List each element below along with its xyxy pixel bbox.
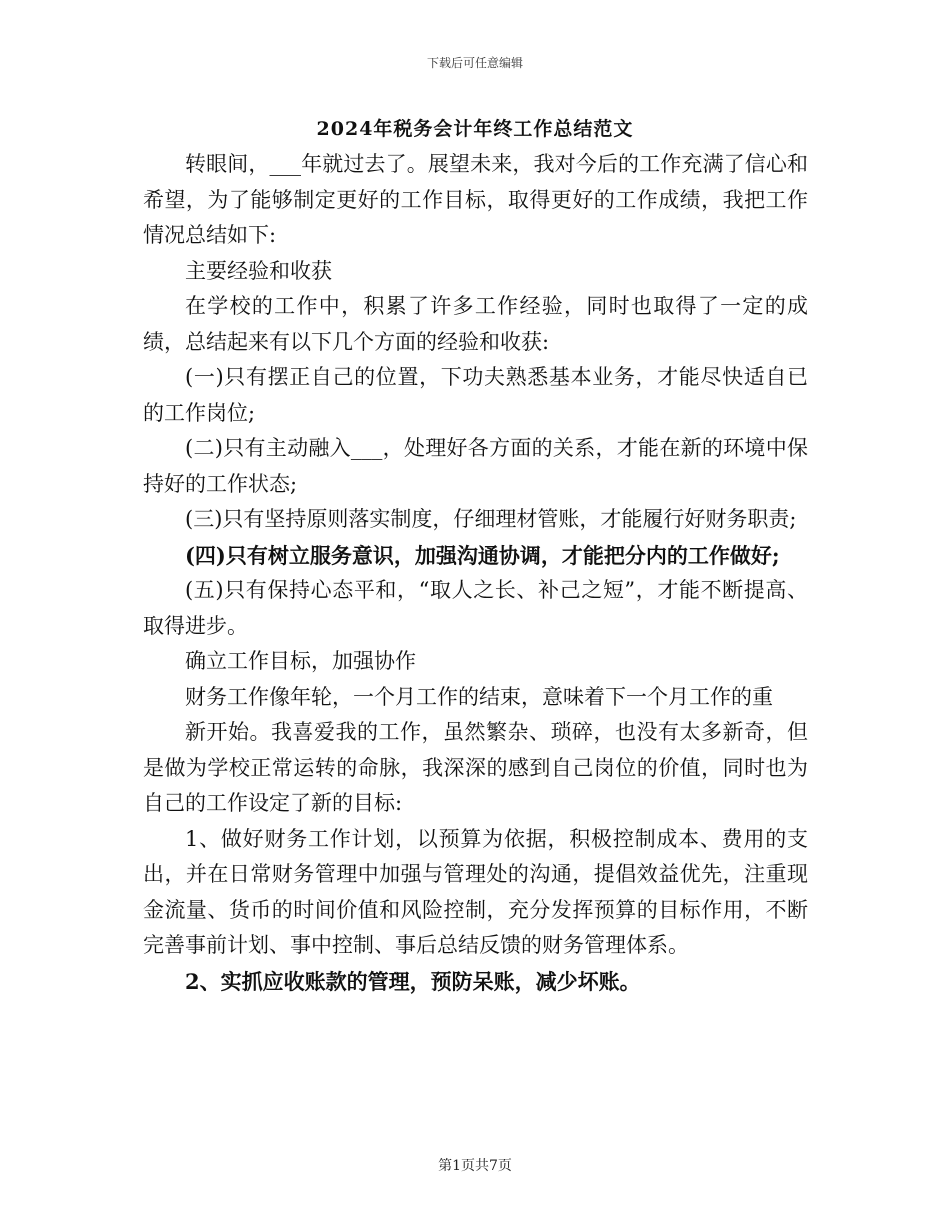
list-item-2: (二)只有主动融入___，处理好各方面的关系，才能在新的环境中保持好的工作状态; xyxy=(143,436,808,496)
paragraph-experience-summary: 在学校的工作中，积累了许多工作经验，同时也取得了一定的成绩，总结起来有以下几个方面的经验和收获: xyxy=(143,294,808,354)
list-item-5: (五)只有保持心态平和，“取人之长、补己之短”，才能不断提高、取得进步。 xyxy=(143,578,808,638)
section-heading-goals: 确立工作目标，加强协作 xyxy=(185,649,416,673)
document-title: 2024年税务会计年终工作总结范文 xyxy=(316,118,634,140)
header-note: 下载后可任意编辑 xyxy=(426,56,523,70)
paragraph-goals-line-1: 财务工作像年轮，一个月工作的结束，意味着下一个月工作的重 xyxy=(185,684,773,709)
page-number: 第1页共7页 xyxy=(438,1158,512,1174)
paragraph-intro: 转眼间，___年就过去了。展望未来，我对今后的工作充满了信心和希望，为了能够制定更好的工作目标，取得更好的工作成绩，我把工作情况总结如下: xyxy=(143,152,808,247)
goal-item-1: 1、做好财务工作计划，以预算为依据，积极控制成本、费用的支出，并在日常财务管理中加强与管理处的沟通，提倡效益优先，注重现金流量、货币的时间价值和风险控制，充分发挥预算的目标作用，不断完善事前计划、事中控制、事后总结反馈的财务管理体系。 xyxy=(143,826,808,957)
list-item-3: (三)只有坚持原则落实制度，仔细理材管账，才能履行好财务职责; xyxy=(185,507,797,531)
list-item-1: (一)只有摆正自己的位置，下功夫熟悉基本业务，才能尽快适自已的工作岗位; xyxy=(143,365,808,425)
paragraph-goals-cont: 新开始。我喜爱我的工作，虽然繁杂、琐碎，也没有太多新奇，但是做为学校正常运转的命脉，我深深的感到自己岗位的价值，同时也为自己的工作设定了新的目标: xyxy=(143,720,808,815)
goal-item-2: 2、实抓应收账款的管理，预防呆账，减少坏账。 xyxy=(185,968,641,994)
section-heading-experience: 主要经验和收获 xyxy=(185,258,332,283)
list-item-4: (四)只有树立服务意识，加强沟通协调，才能把分内的工作做好; xyxy=(185,542,780,568)
document-body xyxy=(143,147,808,999)
